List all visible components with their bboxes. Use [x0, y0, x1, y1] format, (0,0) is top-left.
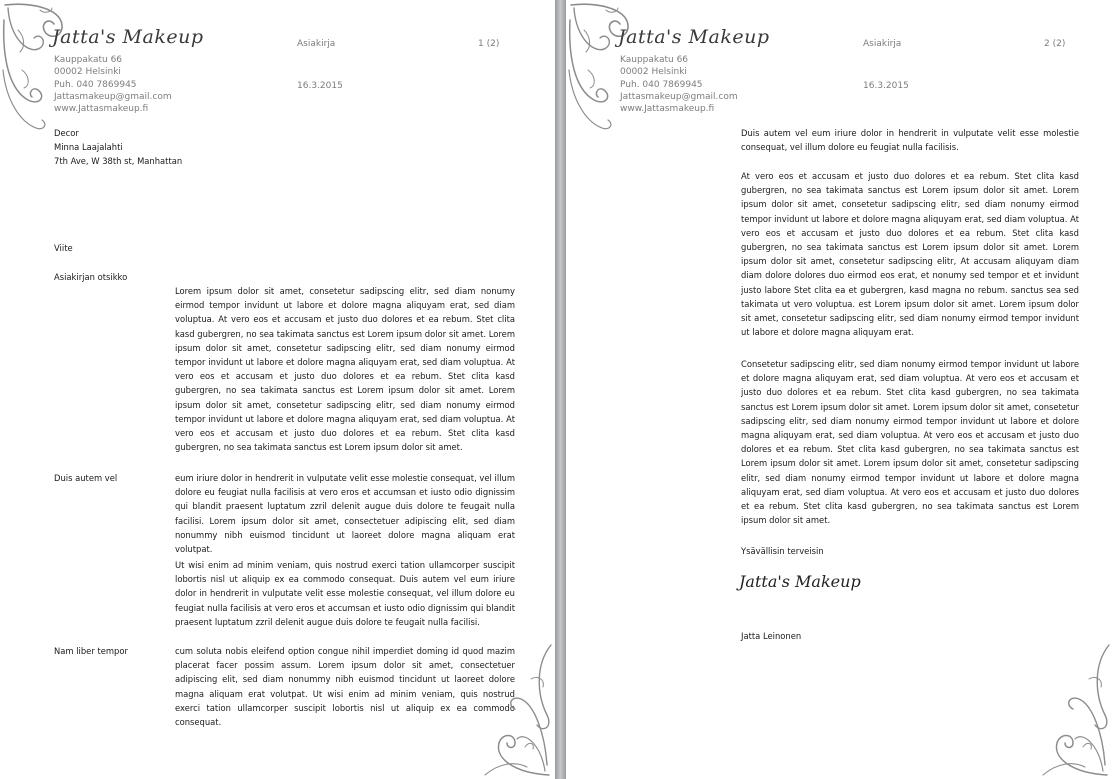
document-date: 16.3.2015: [863, 81, 909, 91]
address-line: Puh. 040 7869945: [54, 79, 137, 90]
sender-address: [620, 54, 738, 115]
document-page-2: [566, 0, 1113, 779]
flourish-ornament-icon: [1033, 635, 1113, 779]
body-paragraph: eum iriure dolor in hendrerit in vulputate velit esse molestie consequat, vel illum dolore eu feugiat nulla facilisis at vero eros et accumsan et iusto odio dignissim qui blandit praesent luptatum zzril delenit augue duis dolore te feugait nulla facilisi. Lorem ipsum dolor sit amet, consectetuer adipiscing elit, sed diam nonummy nibh euismod tincidunt ut laoreet dolore magna aliquam erat volutpat.: [175, 473, 515, 555]
page-number: 1 (2): [478, 39, 500, 49]
address-line: Kauppakatu 66: [620, 55, 689, 65]
signer-name: Jatta Leinonen: [741, 631, 802, 641]
closing-phrase: Ysävällisin terveisin: [741, 546, 824, 556]
document-date: 16.3.2015: [297, 81, 343, 91]
flourish-ornament-icon: [475, 635, 555, 779]
company-logo: Jatta's Makeup: [618, 26, 770, 48]
section-heading: Nam liber tempor: [54, 646, 128, 656]
page-gap: [555, 0, 566, 779]
body-paragraph: cum soluta nobis eleifend option congue nihil imperdiet doming id quod mazim placerat facer possim assum. Lorem ipsum dolor sit amet, consectetuer adipiscing elit, sed diam nonummy nibh euismod tincidunt ut laoreet dolore magna aliquam erat volutpat. Ut wisi enim ad minim veniam, quis nostrud exerci tation ullamcorper suscipit lobortis nisl ut aliquip ex ea commodo consequat.: [175, 646, 515, 728]
section-body: [175, 471, 515, 556]
body-paragraph: At vero eos et accusam et justo duo dolores et ea rebum. Stet clita kasd gubergren, no sea takimata sanctus est Lorem ipsum dolor sit amet. Lorem ipsum dolor sit amet, consetetur sadipscing elitr, sed diam nonumy eirmod tempor invidunt ut labore et dolore magna aliquyam erat, sed diam voluptua. At vero eos et accusam et justo duo dolores et ea rebum. Stet clita kasd gubergren, no sea takimata sanctus est Lorem ipsum dolor sit amet. Lorem ipsum dolor sit amet, consetetur sadipscing elitr, At accusam aliquyam diam diam dolore dolores duo eirmod eos erat, et nonumy sed tempor et et invidunt justo labore Stet clita ea et gubergren, kasd magna no rebum. sanctus sea sed takimata ut vero voluptua. est Lorem ipsum dolor sit amet. Lorem ipsum dolor sit amet, consetetur sadipscing elitr, sed diam nonumy eirmod tempor invidunt ut labore et dolore magna aliquyam erat.: [741, 171, 1079, 338]
document-type: Asiakirja: [863, 39, 902, 49]
recipient-line: 7th Ave, W 38th st, Manhattan: [54, 156, 183, 167]
body-text: [741, 126, 1079, 154]
body-text: [741, 357, 1079, 527]
recipient-line: Minna Laajalahti: [54, 142, 123, 153]
recipient-block: [54, 126, 182, 169]
body-paragraph: Duis autem vel eum iriure dolor in hendrerit in vulputate velit esse molestie consequat, vel illum dolore eu feugiat nulla facilisis.: [741, 128, 1079, 153]
address-line: Jattasmakeup@gmail.com: [54, 91, 172, 102]
address-line: Kauppakatu 66: [54, 55, 123, 65]
section-body: [175, 644, 515, 729]
page-number: 2 (2): [1044, 39, 1066, 49]
signature: Jatta's Makeup: [739, 572, 861, 591]
document-type: Asiakirja: [297, 39, 336, 49]
body-paragraph: Consetetur sadipscing elitr, sed diam nonumy eirmod tempor invidunt ut labore et dolore magna aliquyam erat, sed diam voluptua. At vero eos et accusam et justo duo dolores et ea rebum. Stet clita kasd gubergren, no sea takimata sanctus est Lorem ipsum dolor sit amet. Lorem ipsum dolor sit amet, consetetur sadipscing elitr, sed diam nonumy eirmod tempor invidunt ut labore et dolore magna aliquyam erat, sed diam voluptua. At vero eos et accusam et justo duo dolores et ea rebum. Stet clita kasd gubergren, no sea takimata sanctus est Lorem ipsum dolor sit amet. Lorem ipsum dolor sit amet, consetetur sadipscing elitr, sed diam nonumy eirmod tempor invidunt ut labore et dolore magna aliquyam erat, sed diam voluptua. At vero eos et accusam et justo duo dolores et ea rebum. Stet clita kasd gubergren, no sea takimata sanctus est Lorem ipsum dolor sit amet.: [741, 359, 1079, 526]
section-body: [175, 284, 515, 454]
address-line: 00002 Helsinki: [54, 67, 121, 78]
address-line: Jattasmakeup@gmail.com: [620, 91, 738, 102]
sender-address: [54, 54, 172, 115]
document-page-1: [0, 0, 555, 779]
reference-label: Viite: [54, 243, 73, 253]
body-paragraph: Ut wisi enim ad minim veniam, quis nostrud exerci tation ullamcorper suscipit lobortis nisl ut aliquip ex ea commodo consequat. Duis autem vel eum iriure dolor in hendrerit in vulputate velit esse molestie consequat, vel illum dolore eu feugiat nulla facilisis at vero eros et accumsan et iusto odio dignissim qui blandit praesent luptatum zzril delenit augue duis dolore te feugait nulla facilisi.: [175, 560, 515, 627]
section-body: [175, 558, 515, 629]
address-line: www.Jattasmakeup.fi: [54, 104, 149, 115]
recipient-line: Decor: [54, 128, 79, 138]
section-heading: Duis autem vel: [54, 473, 118, 483]
address-line: www.Jattasmakeup.fi: [620, 104, 715, 115]
body-text: [741, 169, 1079, 339]
body-paragraph: Lorem ipsum dolor sit amet, consetetur sadipscing elitr, sed diam nonumy eirmod tempor invidunt ut labore et dolore magna aliquyam erat, sed diam voluptua. At vero eos et accusam et justo duo dolores et ea rebum. Stet clita kasd gubergren, no sea takimata sanctus est Lorem ipsum dolor sit amet. Lorem ipsum dolor sit amet, consetetur sadipscing elitr, sed diam nonumy eirmod tempor invidunt ut labore et dolore magna aliquyam erat, sed diam voluptua. At vero eos et accusam et justo duo dolores et ea rebum. Stet clita kasd gubergren, no sea takimata sanctus est Lorem ipsum dolor sit amet. Lorem ipsum dolor sit amet, consetetur sadipscing elitr, sed diam nonumy eirmod tempor invidunt ut labore et dolore magna aliquyam erat, sed diam voluptua. At vero eos et accusam et justo duo dolores et ea rebum. Stet clita kasd gubergren, no sea takimata sanctus est Lorem ipsum dolor sit amet.: [175, 286, 515, 453]
company-logo: Jatta's Makeup: [52, 26, 204, 48]
address-line: Puh. 040 7869945: [620, 79, 703, 90]
address-line: 00002 Helsinki: [620, 67, 687, 78]
section-heading: Asiakirjan otsikko: [54, 272, 128, 282]
